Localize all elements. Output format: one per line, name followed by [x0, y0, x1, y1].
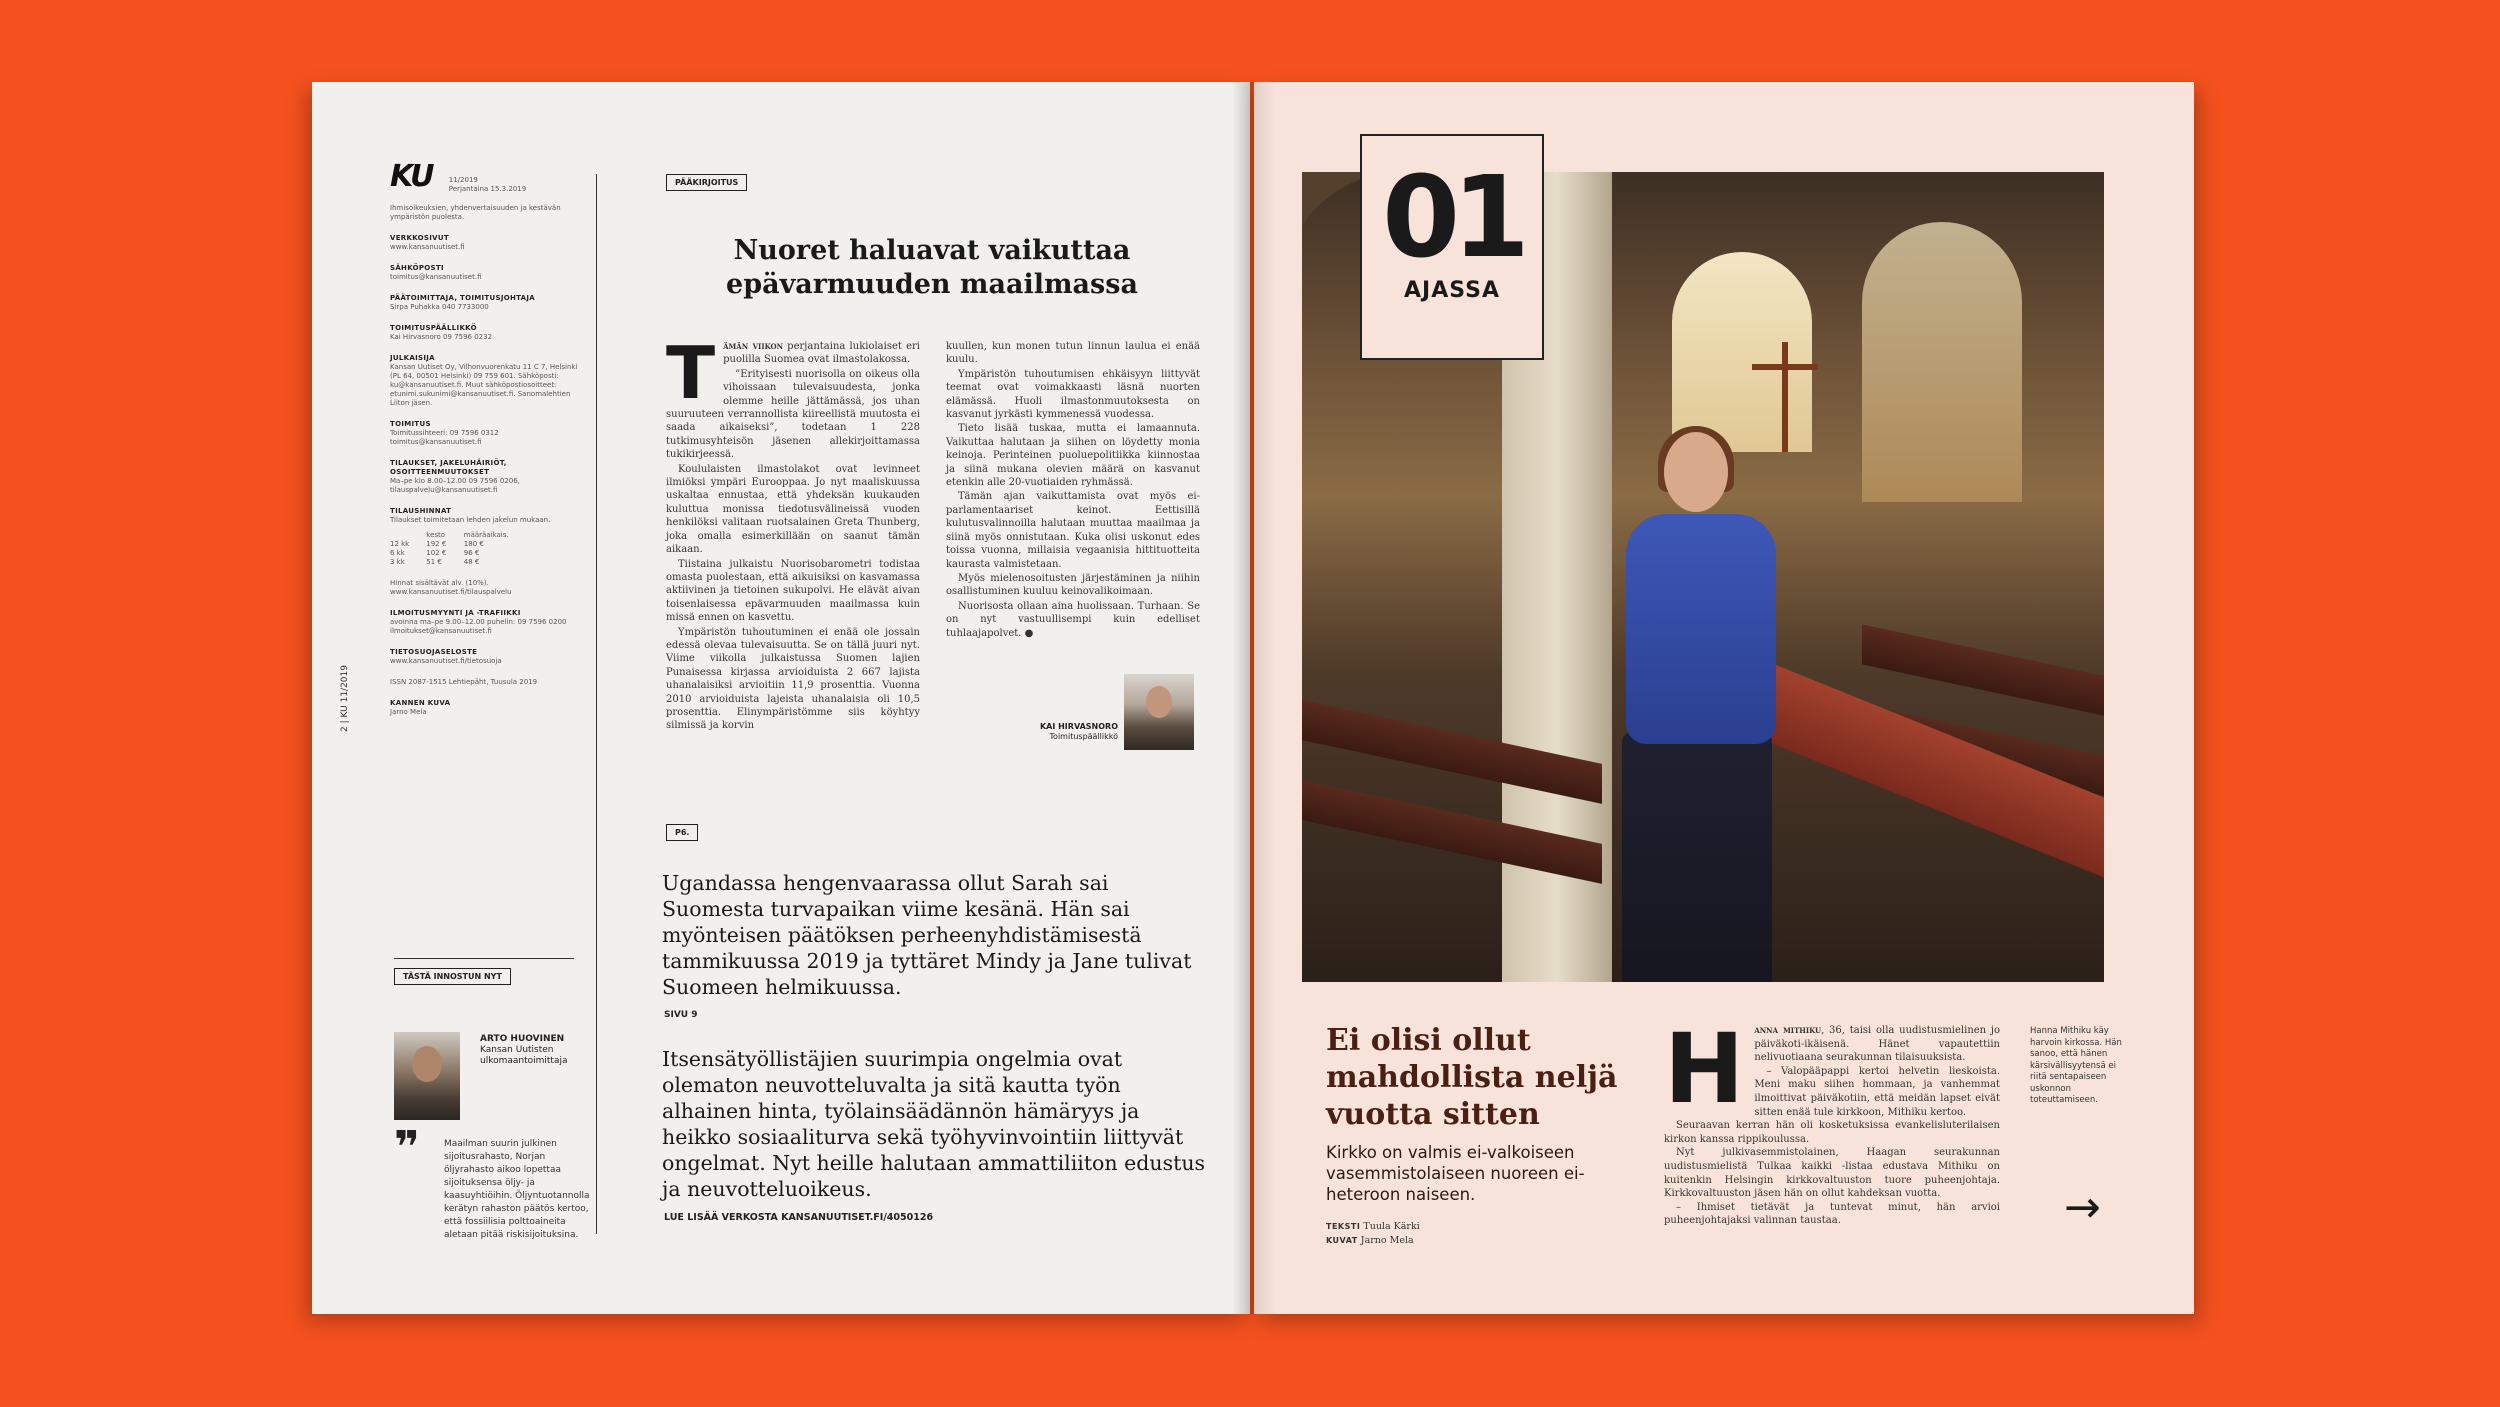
contact-label: TOIMITUS: [390, 420, 431, 428]
teaser-page-ref: SIVU 9: [664, 1010, 698, 1020]
contact-label: KANNEN KUVA: [390, 699, 451, 707]
editorial-body: [666, 331, 1200, 740]
paragraph: Ympäristön tuhoutumisen ehkäisyyn liittyvät teemat ovat voimakkaasti läsnä nuorten elämässä. Huoli ilmastonmuutoksesta on kasvanut jyrkästi kymmenessä vuodessa.: [946, 368, 1200, 421]
photo-subject-legs: [1622, 732, 1772, 982]
feature-body: [1664, 1013, 2000, 1228]
contact-label: SÄHKÖPOSTI: [390, 264, 444, 272]
paragraph: Tämän ajan vaikuttamista ovat myös ei-parlamentaariset keinot. Eettisillä kulutusvalinnoilla halutaan muuttaa maailmaa ja siinä myös onnistutaan. Kuka olisi uskonut edes toissa vuonna, millaisia vegaanisia hittituotteita kaurasta valmistetaan.: [946, 491, 1200, 570]
feature-credits: [1326, 1220, 1420, 1248]
contact-label: JULKAISIJA: [390, 354, 435, 362]
inspire-label: TÄSTÄ INNOSTUN NYT: [394, 968, 511, 985]
contact-block: [390, 579, 580, 597]
photo-caption: Hanna Mithiku käy harvoin kirkossa. Hän sanoo, että hänen kärsivällisyytensä ei riitä sentapaiseen uskonnon toteuttamiseen.: [2030, 1026, 2122, 1105]
issue-number: 11/2019: [448, 176, 478, 184]
page-number: 2 | KU 11/2019: [340, 665, 350, 732]
contact-label: TIETOSUOJASELOSTE: [390, 648, 478, 656]
table-row: [390, 558, 540, 567]
section-name: AJASSA: [1404, 278, 1500, 303]
contact-block: [390, 324, 580, 342]
contact-label: TILAUKSET, JAKELUHÄIRIÖT, OSOITTEENMUUTOKSET: [390, 459, 507, 476]
paragraph: kuullen, kun monen tutun linnun laulua ei enää kuulu.: [946, 341, 1200, 366]
arrow-right-icon: →: [2064, 1182, 2101, 1233]
inspire-byline: [480, 1034, 590, 1067]
contact-block: [390, 678, 580, 687]
table-row: [390, 531, 540, 540]
table-row: [390, 540, 540, 549]
contact-text: www.kansanuutiset.fi/tietosuoja: [390, 657, 502, 665]
credit-name: Tuula Kärki: [1363, 1221, 1420, 1232]
issue-info: [449, 176, 526, 194]
tagline: Ihmisoikeuksien, yhdenvertaisuuden ja kestävän ympäristön puolesta.: [390, 204, 561, 221]
paragraph: Tieto lisää tuskaa, mutta ei lamaannuta. Vaikuttaa halutaan ja siihen on löydetty monia keinoja. Perinteinen puoluepolitiikka kiinnostaa ja siinä mukana olevien määrä on kasvanut etenkin alle 20-vuotiaiden ryhmässä.: [946, 423, 1200, 489]
contact-block: [390, 609, 580, 636]
photo-pew: [1862, 624, 2104, 719]
price-cell: 48 €: [463, 558, 480, 566]
contact-block: [390, 420, 580, 447]
price-cell: 3 kk: [390, 558, 405, 566]
contact-block: [390, 699, 580, 717]
masthead-sidebar: [390, 159, 580, 717]
editorial-column-1: [666, 331, 920, 734]
credit-line: [1326, 1234, 1420, 1248]
lead-words: ämän viikon: [723, 341, 783, 352]
editorial-headline: Nuoret haluavat vaikuttaa epävarmuuden maailmassa: [726, 235, 1138, 300]
price-cell: 180 €: [463, 540, 484, 548]
teaser-text-1: Ugandassa hengenvaarassa ollut Sarah sai Suomesta turvapaikan viime kesänä. Hän sai myönteisen päätöksen perheenyhdistämisestä tammikuussa 2019 ja tyttäret Mindy ja Jane tulivat Suomeen helmikuussa.: [662, 871, 1192, 999]
paragraph: ”Erityisesti nuorisolla on oikeus olla vihoissaan tulevaisuudesta, jonka olemme heille jättämässä, jos uhan suuruuteen verrannollista kiireellistä muutosta ei saada aikaiseksi”, todetaan 1 228 tutkimusyhteisön jäsenen allekirjoittamassa tukikirjeessä.: [666, 368, 920, 461]
paragraph: Seuraavan kerran hän oli kosketuksissa evankelisluterilaisen kirkon kanssa rippikoulussa.: [1664, 1120, 2000, 1145]
inspire-quote: Maailman suurin julkinen sijoitusrahasto, Norjan öljyrahasto aikoo lopettaa sijoituksensa öljy- ja kaasuyhtiöihin. Öljyntuotannolla kerätyn rahaston päätös kertoo, että fossiilisia polttoaineita aletaan pitää riskisijoituksina.: [444, 1139, 590, 1240]
contact-block: [390, 507, 580, 525]
credit-line: [1326, 1220, 1420, 1234]
contact-block: [390, 294, 580, 312]
inspire-role: Kansan Uutisten ulkomaantoimittaja: [480, 1045, 568, 1066]
left-page: [312, 82, 1250, 1314]
credit-name: Jarno Mela: [1360, 1235, 1414, 1246]
photo-subject-torso: [1626, 514, 1776, 744]
feature-headline: Ei olisi ollut mahdollista neljä vuotta sitten: [1326, 1023, 1618, 1132]
issue-date: Perjantaina 15.3.2019: [448, 185, 527, 193]
contact-text: Sirpa Puhakka 040 7733000: [390, 303, 489, 311]
price-header: [390, 531, 426, 540]
quote-icon: ❞: [394, 1122, 420, 1173]
photo-window: [1672, 252, 1812, 452]
contact-label: PÄÄTOIMITTAJA, TOIMITUSJOHTAJA: [390, 294, 535, 302]
contact-text: toimitus@kansanuutiset.fi: [390, 273, 482, 281]
feature-deck: Kirkko on valmis ei-valkoiseen vasemmistolaiseen nuoreen ei-heteroon naiseen.: [1326, 1143, 1585, 1204]
lead-words: anna mithiku: [1754, 1025, 1822, 1036]
contact-label: VERKKOSIVUT: [390, 234, 449, 242]
photo-window: [1862, 222, 2022, 502]
paragraph: Koululaisten ilmastolakot ovat levinneet ilmiöksi ympäri Eurooppaa. Jo nyt maaliskuussa uskaltaa ennustaa, että yhdeksän kuukauden kuluttua monissa tiedotusvälineissä vuoden henkilöksi valitaan ruotsalainen Greta Thunberg, joka omalla esimerkillään on saanut tämän aikaan.: [666, 463, 920, 556]
photo-subject-head: [1664, 432, 1728, 512]
arto-huovinen-photo: [394, 1032, 460, 1120]
contact-label: TOIMITUSPÄÄLLIKKÖ: [390, 324, 477, 332]
photo-subject: [1602, 432, 1802, 982]
divider: [394, 958, 574, 959]
contact-text: www.kansanuutiset.fi: [390, 243, 465, 251]
paragraph: Nyt julkivasemmistolainen, Haagan seurakunnan uudistusmielistä Tulkaa kaikki -listaa edustava Mithiku on kuitenkin Helsingin kirkkovaltuuston tuore puheenjohtaja. Kirkkovaltuuston jäsen hän on ollut kahdeksan vuotta.: [1664, 1147, 2000, 1200]
contact-block: [390, 648, 580, 666]
contact-block: [390, 354, 580, 408]
dropcap: H: [1664, 1013, 1745, 1125]
contact-text: Ma–pe klo 8.00–12.00 09 7596 0206, tilauspalvelu@kansanuutiset.fi: [390, 477, 520, 494]
table-row: [390, 549, 540, 558]
contact-text: ISSN 2087-1515 Lehtiepäht, Tuusula 2019: [390, 678, 538, 686]
column-divider: [596, 174, 597, 1234]
author-photo: [1124, 674, 1194, 750]
contact-text: Kai Hirvasnoro 09 7596 0232: [390, 333, 493, 341]
contact-block: [390, 234, 580, 252]
dropcap: T: [666, 331, 716, 415]
teaser-label: P6.: [666, 824, 698, 841]
paragraph-text: perjantaina lukiolaiset eri puolilla Suomea ovat ilmastolakossa.: [723, 341, 920, 366]
price-cell: 96 €: [463, 549, 480, 557]
price-cell: 51 €: [426, 558, 442, 566]
credit-label: TEKSTI: [1326, 1222, 1361, 1231]
inspire-name: ARTO HUOVINEN: [480, 1034, 565, 1044]
contact-text: Jarno Mela: [390, 708, 427, 716]
newspaper-spread: [312, 82, 2194, 1314]
paragraph: – Ihmiset tietävät ja tuntevat minut, hän arvioi puheenjohtajaksi valinnan taustaa.: [1664, 1201, 2000, 1227]
section-number: 01: [1382, 153, 1522, 283]
contact-text: avoinna ma–pe 9.00–12.00 puhelin: 09 7596 0200 ilmoitukset@kansanuutiset.fi: [390, 618, 567, 635]
credit-label: KUVAT: [1326, 1236, 1358, 1245]
author-role: Toimituspäällikkö: [1049, 732, 1118, 741]
contact-text: Toimitussihteeri: 09 7596 0312 toimitus@kansanuutiset.fi: [390, 429, 499, 446]
paragraph-text: , 36, taisi olla uudistusmielinen jo päiväkoti-ikäisenä. Hänet vapautettiin nelivuotiaana seurakunnan tilaisuuksista.: [1754, 1025, 2000, 1064]
editorial-column-2: [946, 340, 1200, 641]
contact-label: ILMOITUSMYYNTI JA -TRAFIIKKI: [390, 609, 521, 617]
author-name: KAI HIRVASNORO: [1039, 722, 1118, 731]
contact-text: Hinnat sisältävät alv. (10%). www.kansanuutiset.fi/tilauspalvelu: [390, 579, 512, 596]
paragraph: – Valopääpappi kertoi helvetin lieskoista. Meni maku siihen hommaan, ja vanhemmat ilmoittivat päiväkotiin, että meidän lapset eivät sitten enää tule kirkkoon, Mithiku kertoo.: [1754, 1065, 2000, 1118]
price-header: kesto: [426, 531, 446, 539]
contact-text: Tilaukset toimitetaan lehden jakelun mukaan.: [390, 516, 551, 524]
contact-text: Kansan Uutiset Oy, Vilhonvuorenkatu 11 C 7, Helsinki (PL 64, 00501 Helsinki) 09 759 601. Sähköposti: ku@kansanuutiset.fi. Muut sähköpostiosoitteet: etunimi.sukunimi@kansanuutiset.fi. Sanomalehtien Liiton jäsen.: [390, 363, 578, 407]
contact-label: TILAUSHINNAT: [390, 507, 452, 515]
ku-logo: KU: [390, 159, 433, 194]
price-header: määräaikais.: [463, 531, 509, 539]
price-cell: 102 €: [426, 549, 447, 557]
read-more-link[interactable]: LUE LISÄÄ VERKOSTA KANSANUUTISET.FI/4050126: [664, 1212, 934, 1223]
editorial-kicker: PÄÄKIRJOITUS: [666, 174, 747, 191]
price-cell: 192 €: [426, 540, 447, 548]
section-box: [1360, 134, 1544, 360]
paragraph: Myös mielenosoitusten järjestäminen ja niihin osallistuminen kuuluu keinovalikoimaan.: [946, 572, 1200, 598]
editorial-author: [1018, 722, 1118, 742]
paragraph: Tiistaina julkaistu Nuorisobarometri todistaa omasta puolestaan, että aikuisiksi on kasvamassa aktiivinen ja tietoinen sukupolvi. He elävät aivan toisenlaisessa epävarmuuden maailmassa kuin missä ennen on kasvettu.: [666, 558, 920, 624]
paragraph: Ympäristön tuhoutuminen ei enää ole jossain edessä olevaa tulevaisuutta. Se on tällä juuri nyt. Viime viikolla julkaistussa Suomen lajien Punaisessa kirjassa arvioiduista 2 667 lajista uhanalaisiksi arvioitiin 11,9 prosenttia. Vuonna 2010 arvioiduista lajeista uhanalaisia oli 10,5 prosenttia. Elinympäristömme siis köyhtyy silmissä ja korvin: [666, 626, 920, 732]
price-table: [390, 531, 540, 567]
paragraph: Nuorisosta ollaan aina huolissaan. Turhaan. Se on nyt vastuullisempi kuin edelliset tuhlaajapolvet. ●: [946, 600, 1200, 639]
contact-block: [390, 459, 580, 495]
teaser-text-2: Itsensätyöllistäjien suurimpia ongelmia ovat olematon neuvotteluvalta ja sitä kautta työn alhainen hinta, työlainsäädännön hämäryys ja heikko sosiaaliturva sekä työhyvinvointiin liittyvät ongelmat. Nyt heille halutaan ammattiliiton edustus ja neuvotteluoikeus.: [662, 1047, 1206, 1201]
contact-block: [390, 264, 580, 282]
price-cell: 6 kk: [390, 549, 405, 557]
price-cell: 12 kk: [390, 540, 410, 548]
